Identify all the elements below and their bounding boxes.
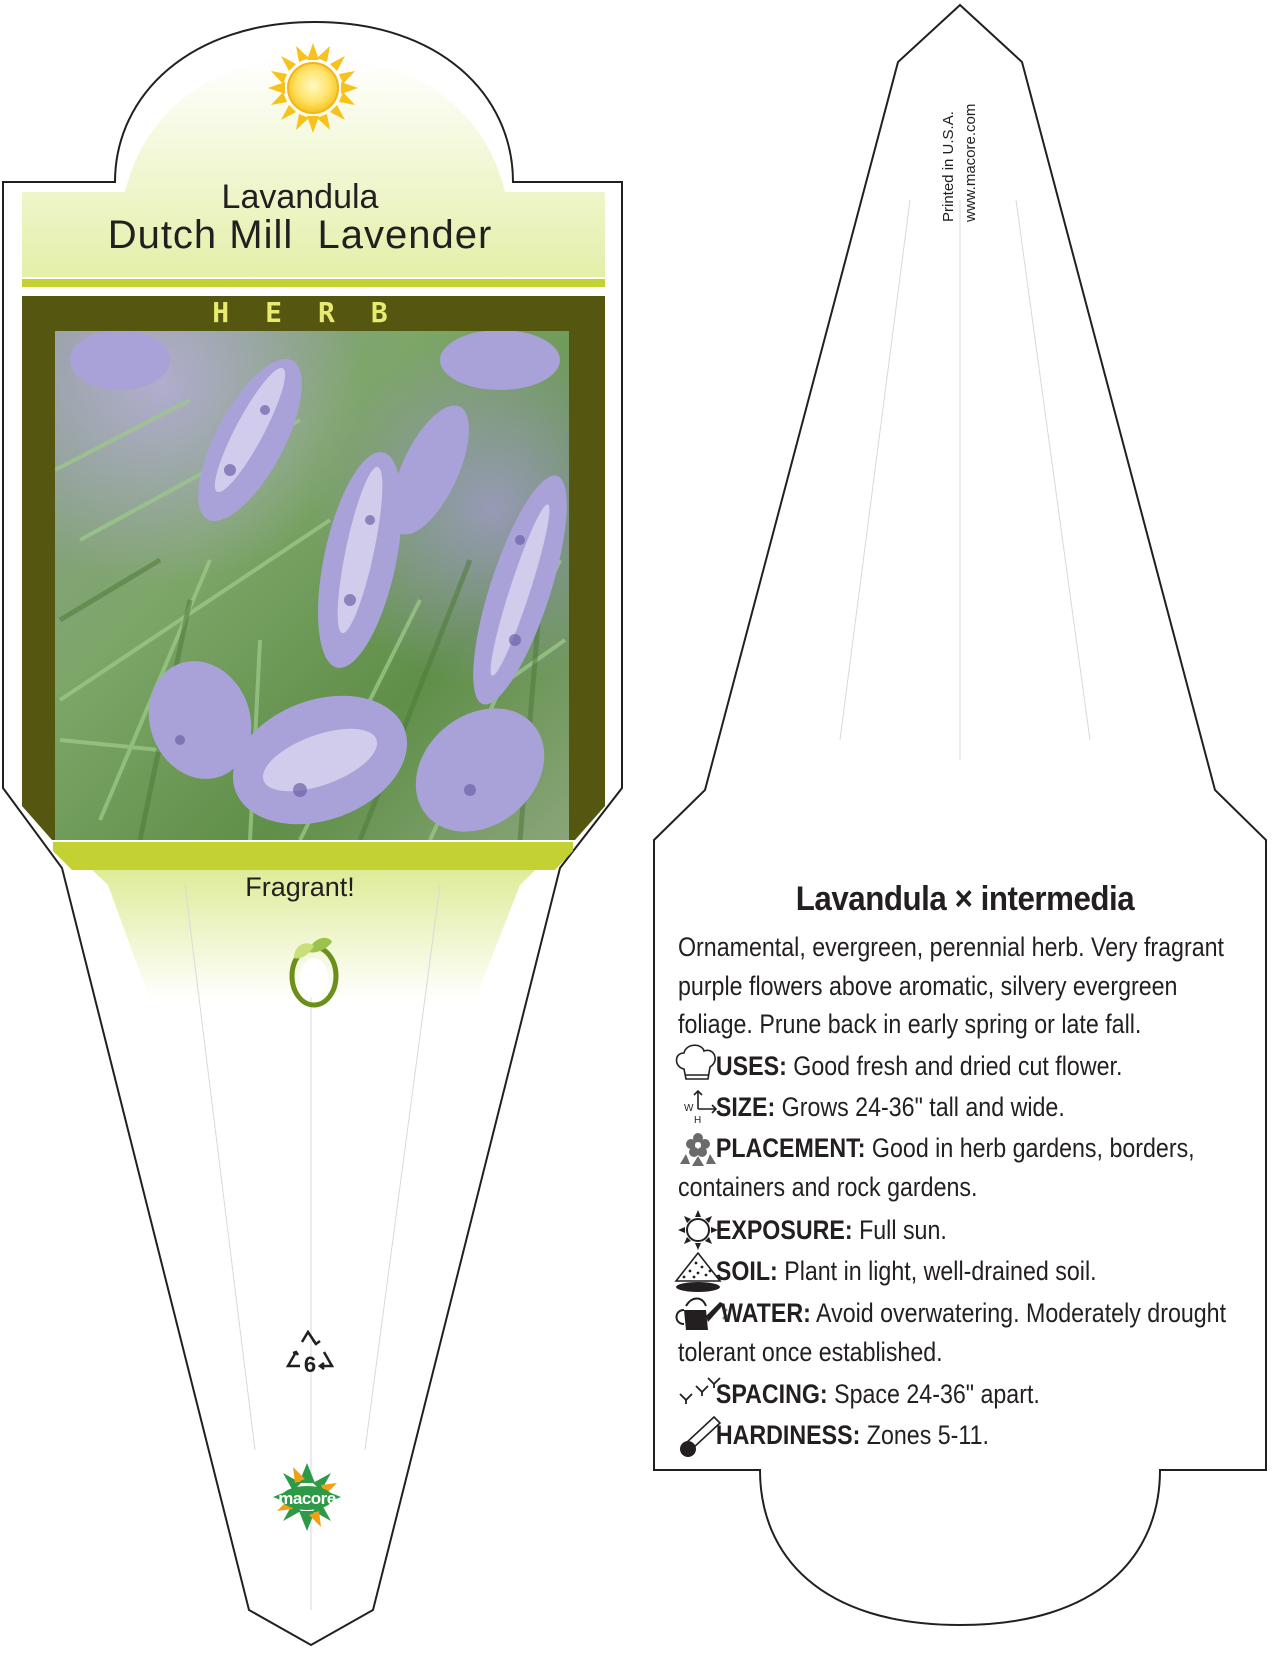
detail-text: Full sun. bbox=[852, 1215, 947, 1245]
sun-icon bbox=[268, 43, 358, 133]
recycle-number: 6 bbox=[303, 1352, 317, 1377]
description: Ornamental, evergreen, perennial herb. Very fragrant purple flowers above aromatic, silvery evergreen foliage. Prune back in early spring or late fall. bbox=[678, 932, 1224, 1039]
detail-text: Space 24-36" apart. bbox=[827, 1379, 1040, 1409]
detail-label: PLACEMENT: bbox=[715, 1133, 866, 1163]
svg-text:W: W bbox=[684, 1103, 694, 1114]
front-category: HERB bbox=[212, 296, 424, 329]
detail-hardiness bbox=[678, 1416, 1242, 1455]
printed-in: Printed in U.S.A. bbox=[940, 111, 957, 222]
front-tagline: Fragrant! bbox=[245, 872, 355, 902]
detail-label: USES: bbox=[715, 1051, 787, 1081]
lavender-photo bbox=[55, 330, 586, 857]
detail-text: Good fresh and dried cut flower. bbox=[786, 1051, 1123, 1081]
svg-text:H: H bbox=[694, 1115, 702, 1126]
detail-text: Plant in light, well-drained soil. bbox=[777, 1256, 1097, 1286]
detail-label: SOIL: bbox=[715, 1256, 778, 1286]
detail-label: EXPOSURE: bbox=[715, 1215, 853, 1245]
front-common-name: Dutch Mill Lavender bbox=[107, 213, 493, 257]
detail-text: Zones 5-11. bbox=[860, 1420, 989, 1450]
front-genus: Lavandula bbox=[221, 178, 379, 216]
detail-soil bbox=[678, 1252, 1242, 1291]
detail-water bbox=[678, 1294, 1242, 1371]
detail-spacing bbox=[678, 1375, 1242, 1414]
botanical-name: Lavandula × intermedia bbox=[795, 880, 1135, 918]
brand-name: macore bbox=[278, 1489, 336, 1508]
detail-label: HARDINESS: bbox=[715, 1420, 861, 1450]
detail-exposure bbox=[678, 1211, 1242, 1250]
detail-text: Good in herb gardens, borders, containers and rock gardens. bbox=[678, 1133, 1195, 1202]
detail-uses bbox=[678, 1047, 1242, 1086]
detail-label: SIZE: bbox=[715, 1092, 776, 1122]
detail-text: Grows 24-36" tall and wide. bbox=[775, 1092, 1065, 1122]
detail-label: WATER: bbox=[721, 1298, 811, 1328]
detail-text: Avoid overwatering. Moderately drought tolerant once established. bbox=[678, 1298, 1227, 1367]
detail-placement bbox=[678, 1129, 1242, 1206]
detail-label: SPACING: bbox=[715, 1379, 828, 1409]
detail-size bbox=[678, 1088, 1242, 1127]
website: www.macore.com bbox=[962, 103, 979, 222]
